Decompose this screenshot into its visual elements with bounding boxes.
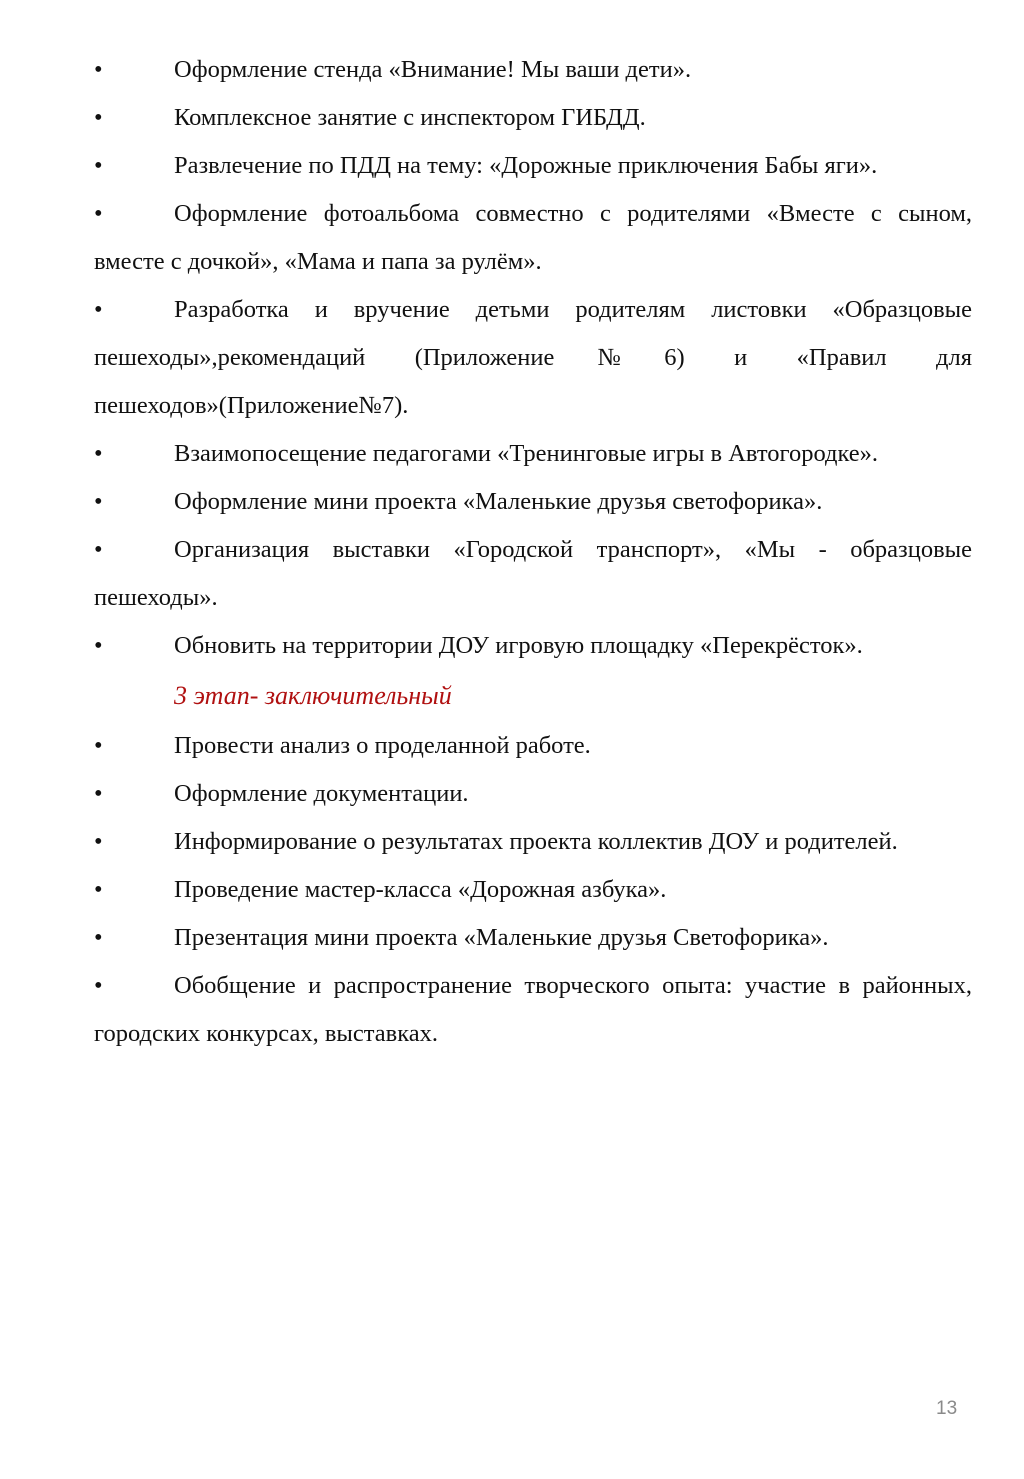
list-item-text: Оформление документации. [174, 780, 469, 807]
bullet: • [94, 56, 103, 83]
document-page [94, 46, 972, 1058]
bullet: • [94, 632, 103, 659]
list-item [94, 46, 972, 94]
list-item [94, 286, 972, 430]
list-item-text: Организация выставки «Городской транспорт», «Мы - образцовые пешеходы». [94, 536, 972, 611]
list-item-text: Взаимопосещение педагогами «Тренинговые игры в Автогородке». [174, 440, 879, 467]
bullet: • [94, 536, 103, 563]
list-item-text: Обновить на территории ДОУ игровую площадку «Перекрёсток». [174, 632, 863, 659]
bullet: • [94, 488, 103, 515]
list-item-text: Оформление мини проекта «Маленькие друзья светофорика». [174, 488, 823, 515]
bullet: • [94, 828, 103, 855]
list-item-text: Презентация мини проекта «Маленькие друзья Светофорика». [174, 924, 829, 951]
list-item-text: Комплексное занятие с инспектором ГИБДД. [174, 104, 646, 131]
list-item [94, 526, 972, 622]
list-item-text: Оформление стенда «Внимание! Мы ваши дети». [174, 56, 692, 83]
bullet: • [94, 876, 103, 903]
list-item-text: Информирование о результатах проекта коллектив ДОУ и родителей. [174, 828, 898, 855]
list-item [94, 142, 972, 190]
list-item [94, 914, 972, 962]
list-item-text: Обобщение и распространение творческого опыта: участие в районных, городских конкурсах, выставках. [94, 972, 972, 1047]
bullet: • [94, 104, 103, 131]
bullet: • [94, 296, 103, 323]
bullet: • [94, 780, 103, 807]
bullet: • [94, 732, 103, 759]
list-item [94, 430, 972, 478]
list-item [94, 818, 972, 866]
list-item [94, 622, 972, 670]
list-item-text: Развлечение по ПДД на тему: «Дорожные приключения Бабы яги». [174, 152, 878, 179]
list-item [94, 722, 972, 770]
list-item-text: Проведение мастер-класса «Дорожная азбука». [174, 876, 667, 903]
list-item-text: Оформление фотоальбома совместно с родителями «Вместе с сыном, вместе с дочкой», «Мама и папа за рулём». [94, 200, 972, 275]
bullet: • [94, 152, 103, 179]
list-item [94, 94, 972, 142]
list-item [94, 962, 972, 1058]
list-item-text: Провести анализ о проделанной работе. [174, 732, 591, 759]
list-item-text: Разработка и вручение детьми родителям листовки «Образцовые пешеходы»,рекомендаций (Приложение№6) и «Правил для пешеходов»(Приложение№7). [94, 296, 972, 419]
bullet: • [94, 440, 103, 467]
stage-heading: 3 этап- заключительный [174, 681, 452, 710]
page-number: 13 [936, 1398, 958, 1419]
list-item [94, 478, 972, 526]
list-item [94, 190, 972, 286]
bullet: • [94, 924, 103, 951]
bullet: • [94, 972, 103, 999]
bullet: • [94, 200, 103, 227]
list-item [94, 866, 972, 914]
list-item [94, 770, 972, 818]
